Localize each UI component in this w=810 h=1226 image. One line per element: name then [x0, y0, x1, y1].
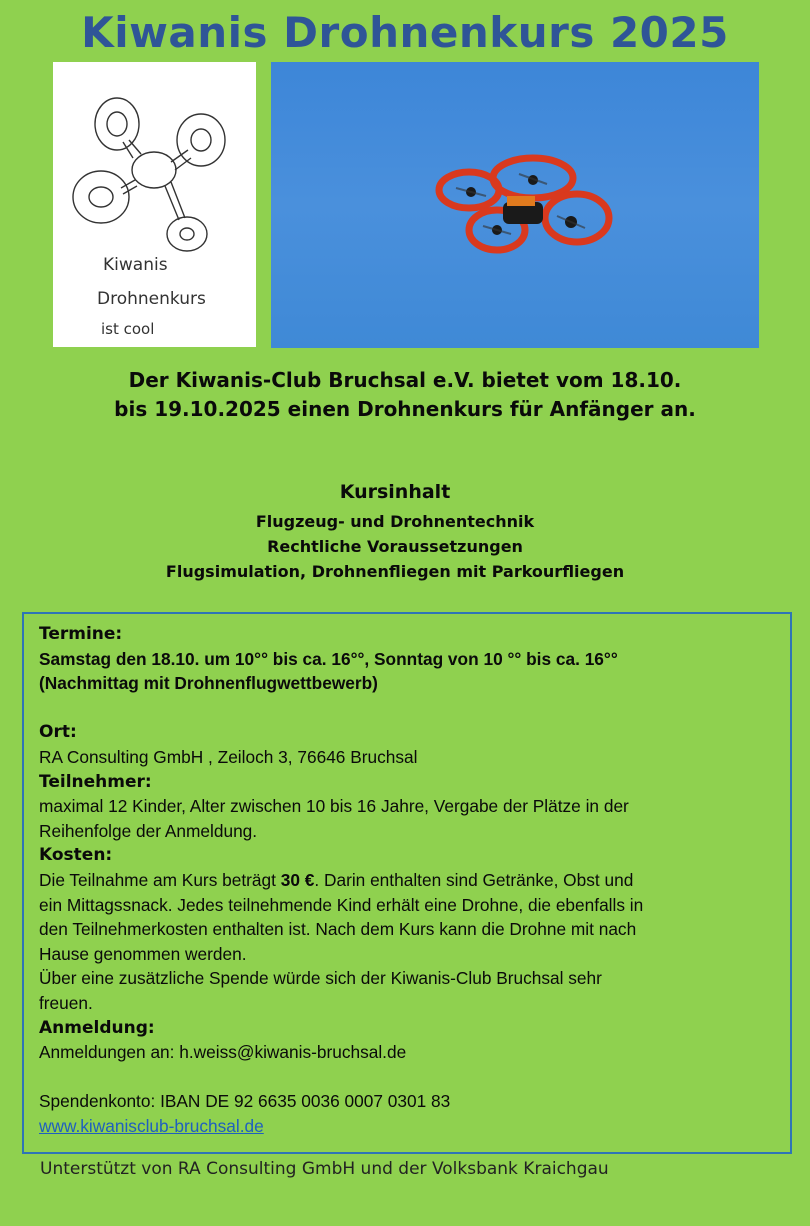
kosten-line-3: den Teilnehmerkosten enthalten ist. Nach dem Kurs kann die Drohne mit nach	[39, 919, 637, 940]
termine-heading: Termine:	[39, 624, 123, 644]
intro-text	[30, 366, 780, 424]
kosten-line-6: freuen.	[39, 992, 93, 1013]
anmeldung-heading: Anmeldung:	[39, 1017, 155, 1038]
teilnehmer-heading: Teilnehmer:	[39, 771, 152, 792]
drone-sketch-drawing	[53, 62, 256, 347]
kosten-line-5: Über eine zusätzliche Spende würde sich der Kiwanis-Club Bruchsal sehr	[39, 968, 602, 989]
termine-line-2: (Nachmittag mit Drohnenflugwettbewerb)	[39, 673, 378, 694]
kosten-line-1	[39, 868, 779, 893]
sketch-caption-2: Drohnenkurs	[97, 289, 206, 309]
spacer	[39, 1065, 779, 1090]
website-link[interactable]: www.kiwanisclub-bruchsal.de	[39, 1115, 264, 1136]
sketch-caption-3: ist cool	[101, 320, 155, 338]
kursinhalt-item: Flugsimulation, Drohnenfliegen mit Parkourfliegen	[165, 562, 625, 581]
sponsor-footer: Unterstützt von RA Consulting GmbH und der Volksbank Kraichgau	[40, 1159, 609, 1179]
info-box	[39, 622, 779, 1138]
page-title: Kiwanis Drohnenkurs 2025	[81, 8, 729, 57]
anmeldung-text: Anmeldungen an: h.weiss@kiwanis-bruchsal.de	[39, 1042, 407, 1063]
teilnehmer-line-1: maximal 12 Kinder, Alter zwischen 10 bis 16 Jahre, Vergabe der Plätze in der	[39, 796, 629, 817]
intro-line-2: bis 19.10.2025 einen Drohnenkurs für Anfänger an.	[114, 397, 696, 421]
teilnehmer-line-2: Reihenfolge der Anmeldung.	[39, 820, 258, 841]
kosten-line-4: Hause genommen werden.	[39, 943, 247, 964]
kursinhalt-list	[0, 509, 790, 584]
sketch-caption-1: Kiwanis	[103, 255, 168, 275]
intro-line-1: Der Kiwanis-Club Bruchsal e.V. bietet vom 18.10.	[128, 368, 682, 392]
drone-sketch-image	[53, 62, 256, 347]
kosten-line-2: ein Mittagssnack. Jedes teilnehmende Kind erhält eine Drohne, die ebenfalls in	[39, 894, 644, 915]
spendenkonto-text: Spendenkonto: IBAN DE 92 6635 0036 0007 0301 83	[39, 1091, 451, 1112]
ort-heading: Ort:	[39, 722, 77, 743]
termine-line-1: Samstag den 18.10. um 10°° bis ca. 16°°, Sonntag von 10 °° bis ca. 16°°	[39, 648, 618, 669]
kursinhalt-item: Rechtliche Voraussetzungen	[267, 537, 523, 556]
drone-illustration	[271, 62, 759, 348]
kosten-line-1-post: . Darin enthalten sind Getränke, Obst und	[314, 869, 634, 890]
kursinhalt-item: Flugzeug- und Drohnentechnik	[255, 512, 535, 531]
kosten-heading: Kosten:	[39, 845, 113, 866]
kosten-line-1-pre: Die Teilnahme am Kurs beträgt	[39, 869, 281, 890]
spacer	[39, 696, 779, 721]
drone-photo	[271, 62, 759, 348]
kosten-price: 30 €	[280, 869, 315, 890]
ort-text: RA Consulting GmbH , Zeiloch 3, 76646 Bruchsal	[39, 746, 418, 767]
kursinhalt-heading: Kursinhalt	[339, 481, 451, 503]
